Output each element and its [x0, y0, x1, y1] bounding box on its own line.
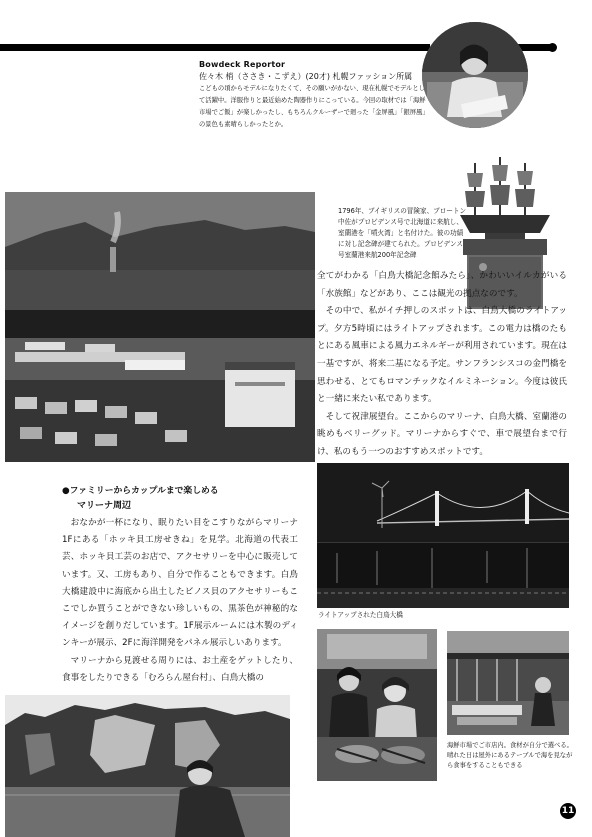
reporter-bio: こどもの頃からモデルになりたくて、その願いがかない、現在札幌でモデルとして活躍中。洋服作りと最近始めた陶器作りにこっている。今回の取材では「海鮮市場でご飯」が楽しかったし、もちろんクルーザーで廻った「金屏風」「銀屏風」の景色も素晴らしかったとか。 — [199, 85, 429, 128]
section-heading: ●ファミリーからカップルまで楽しめる — [62, 486, 219, 496]
left-paragraph: マリーナから見渡せる周りには、お土産をゲットしたり、食事をしたりできる「むろらん屋台村」、白鳥大橋の — [62, 655, 298, 683]
right-paragraph: その中で、私がイチ押しのスポットは、白鳥大橋のライトアップ。夕方5時頃にはライトアップされます。この電力は橋のたもとにある風車による風力エネルギーが利用されています。現在は一基ですが、将来二基になる予定。サンフランシスコの金門橋を思わせる、とてもロマンチックなイルミネーション。今度は彼氏と一緒に来たい私であります。 — [317, 306, 567, 405]
page-number: 11 — [560, 803, 576, 819]
ship-monument-caption: 1796年、ブイギリスの冒険家、ブロートン中佐がプロビデンス号で北海道に来航し、室蘭港を「噴火湾」と名付けた。彼の功績に対し記念碑が建てられた。プロビデンス号室蘭港来航200年記念碑 — [338, 207, 467, 259]
left-paragraph: おなかが一杯になり、眠りたい目をこすりながらマリーナ1Fにある「ホッキ貝工房せきね」を見学。北海道の代表工芸、ホッキ貝工芸のお店で、アクセサリーを中心に販売しています。又、工房もあり、自分で作ることもできます。白鳥大橋建設中に海底から出土したビノス貝のアクセサリーもここでしか買うことができない珍しいもの、黒茶色が神秘的なイメージを創りだしています。1F展示ルームには木製のディンキーが展示、2Fに海洋開発をパネル展示しいあります。 — [62, 518, 298, 649]
header-rule-left — [0, 44, 430, 51]
market-stalls-photo — [447, 631, 569, 735]
reporter-name: 佐々木 梢（ささき・こずえ）(20才) 札幌ファッション所属 — [199, 72, 413, 81]
right-paragraph: 全てがわかる「白鳥大橋記念館みたら」、かわいいイルカがいる「水族館」などがあり、ここは観光の拠点なのです。 — [317, 271, 567, 299]
section-subheading: マリーナ周辺 — [77, 501, 132, 511]
market-photo-caption: 海鮮市場でご市店内。食材が自分で選べる。晴れた日は屋外にあるテーブルで海を見ながら食事をすることもできる — [447, 742, 573, 769]
reporter-label: Bowdeck Reportor — [199, 60, 286, 69]
right-column-text — [317, 268, 567, 462]
coastal-cliffs-photo — [5, 695, 290, 837]
bridge-photo-caption: ライトアップされた白鳥大橋 — [318, 611, 403, 619]
bridge-night-photo — [317, 463, 569, 608]
harbor-photo — [5, 192, 315, 462]
right-paragraph: そして祝津展望台。ここからのマリーナ、白鳥大橋、室蘭港の眺めもベリーグッド。マリーナからすぐで、車で展望台まで行け、私のもう一つのおすすめスポットです。 — [317, 411, 567, 457]
left-column-text — [62, 515, 298, 687]
market-dining-photo — [317, 629, 437, 781]
header-rule-dot — [548, 43, 557, 52]
